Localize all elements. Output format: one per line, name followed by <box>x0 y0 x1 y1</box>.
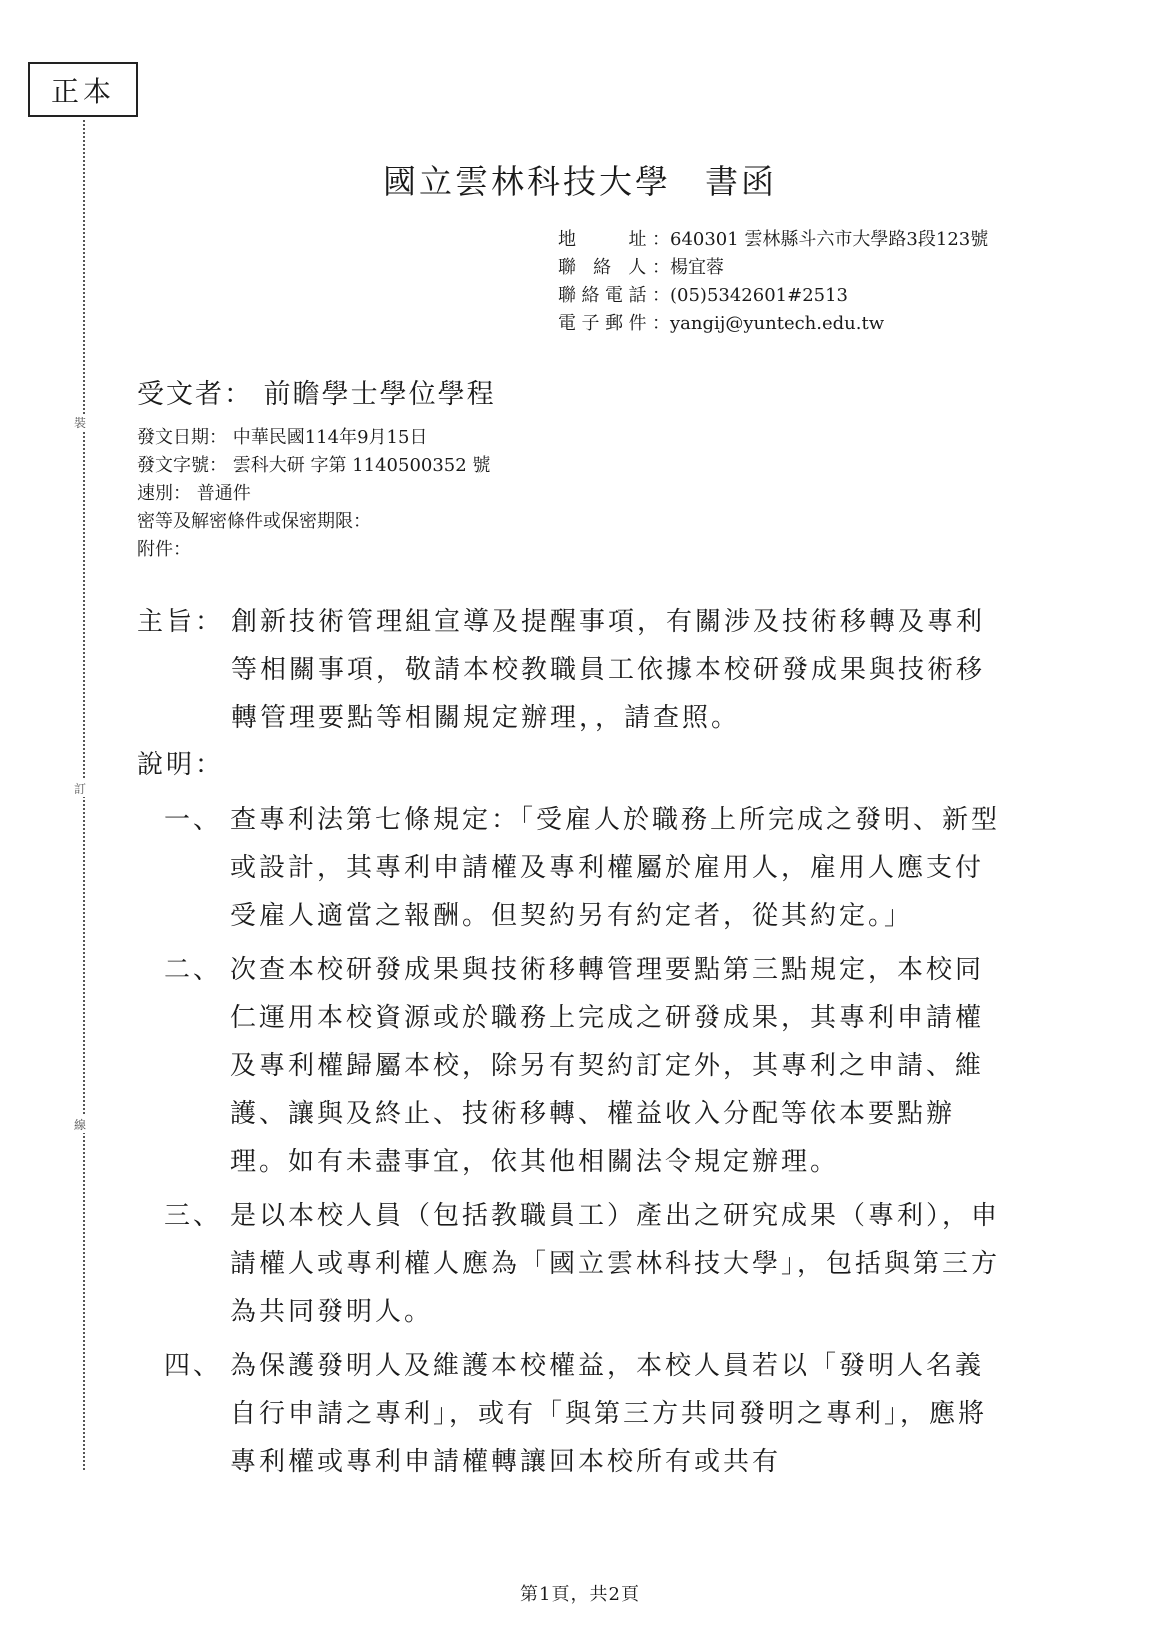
document-meta <box>137 424 490 564</box>
contact-email: 電子郵件： yangij@yuntech.edu.tw <box>558 313 885 334</box>
meta-doc-number: 發文字號： 雲科大研 字第 1140500352 號 <box>137 455 491 476</box>
explanation-title: 說明： <box>137 750 225 780</box>
subject <box>137 598 1007 742</box>
subject-label: 主旨： <box>137 607 225 637</box>
explanation-item-1: 一、 查專利法第七條規定：「受雇人於職務上所完成之發明、新型或設計，其專利申請權及專利權屬於雇用人，雇用人應支付受雇人適當之報酬。但契約另有約定者，從其約定。」 <box>164 805 1001 931</box>
page-number: 第1頁，共2頁 <box>520 1584 640 1605</box>
meta-attachment: 附件： <box>137 539 191 560</box>
binding-mark-xian: 線 <box>74 1118 87 1132</box>
document-title <box>0 156 1160 203</box>
recipient-label: 受文者： <box>137 379 253 410</box>
recipient <box>137 372 496 411</box>
recipient-value: 前瞻學士學位學程 <box>263 379 496 410</box>
title-org: 國立雲林科技大學 <box>383 162 671 201</box>
subject-text: 創新技術管理組宣導及提醒事項，有關涉及技術移轉及專利等相關事項，敬請本校教職員工依據本校研發成果與技術移轉管理要點等相關規定辦理，，請查照。 <box>231 607 986 733</box>
meta-speed: 速別： 普通件 <box>137 483 251 504</box>
contact-block <box>558 226 988 338</box>
explanation-list <box>164 796 1006 1492</box>
binding-mark-zhuang: 裝 <box>74 416 87 430</box>
explanation-item-3: 三、 是以本校人員（包括教職員工）產出之研究成果（專利），申請權人或專利權人應為「國立雲林科技大學」，包括與第三方為共同發明人。 <box>164 1201 1001 1327</box>
meta-date: 發文日期： 中華民國114年9月15日 <box>137 427 428 448</box>
contact-person: 聯 絡 人： 楊宜蓉 <box>558 257 724 278</box>
title-type: 書函 <box>705 162 777 201</box>
contact-address: 地 址： 640301 雲林縣斗六市大學路3段123號 <box>558 229 989 250</box>
explanation-item-2: 二、 次查本校研發成果與技術移轉管理要點第三點規定，本校同仁運用本校資源或於職務上完成之研發成果，其專利申請權及專利權歸屬本校，除另有契約訂定外，其專利之申請、維護、讓與及終止、技術移轉、權益收入分配等依本要點辦理。如有未盡事宜，依其他相關法令規定辦理。 <box>164 955 985 1177</box>
meta-classification: 密等及解密條件或保密期限： <box>137 511 371 532</box>
binding-mark-ding: 訂 <box>74 782 87 796</box>
contact-phone: 聯絡電話： (05)5342601#2513 <box>558 285 849 306</box>
explanation-item-4: 四、 為保護發明人及維護本校權益，本校人員若以「發明人名義自行申請之專利」，或有「與第三方共同發明之專利」，應將專利權或專利申請權轉讓回本校所有或共有 <box>164 1351 988 1477</box>
original-copy-stamp: 正本 <box>28 62 138 117</box>
